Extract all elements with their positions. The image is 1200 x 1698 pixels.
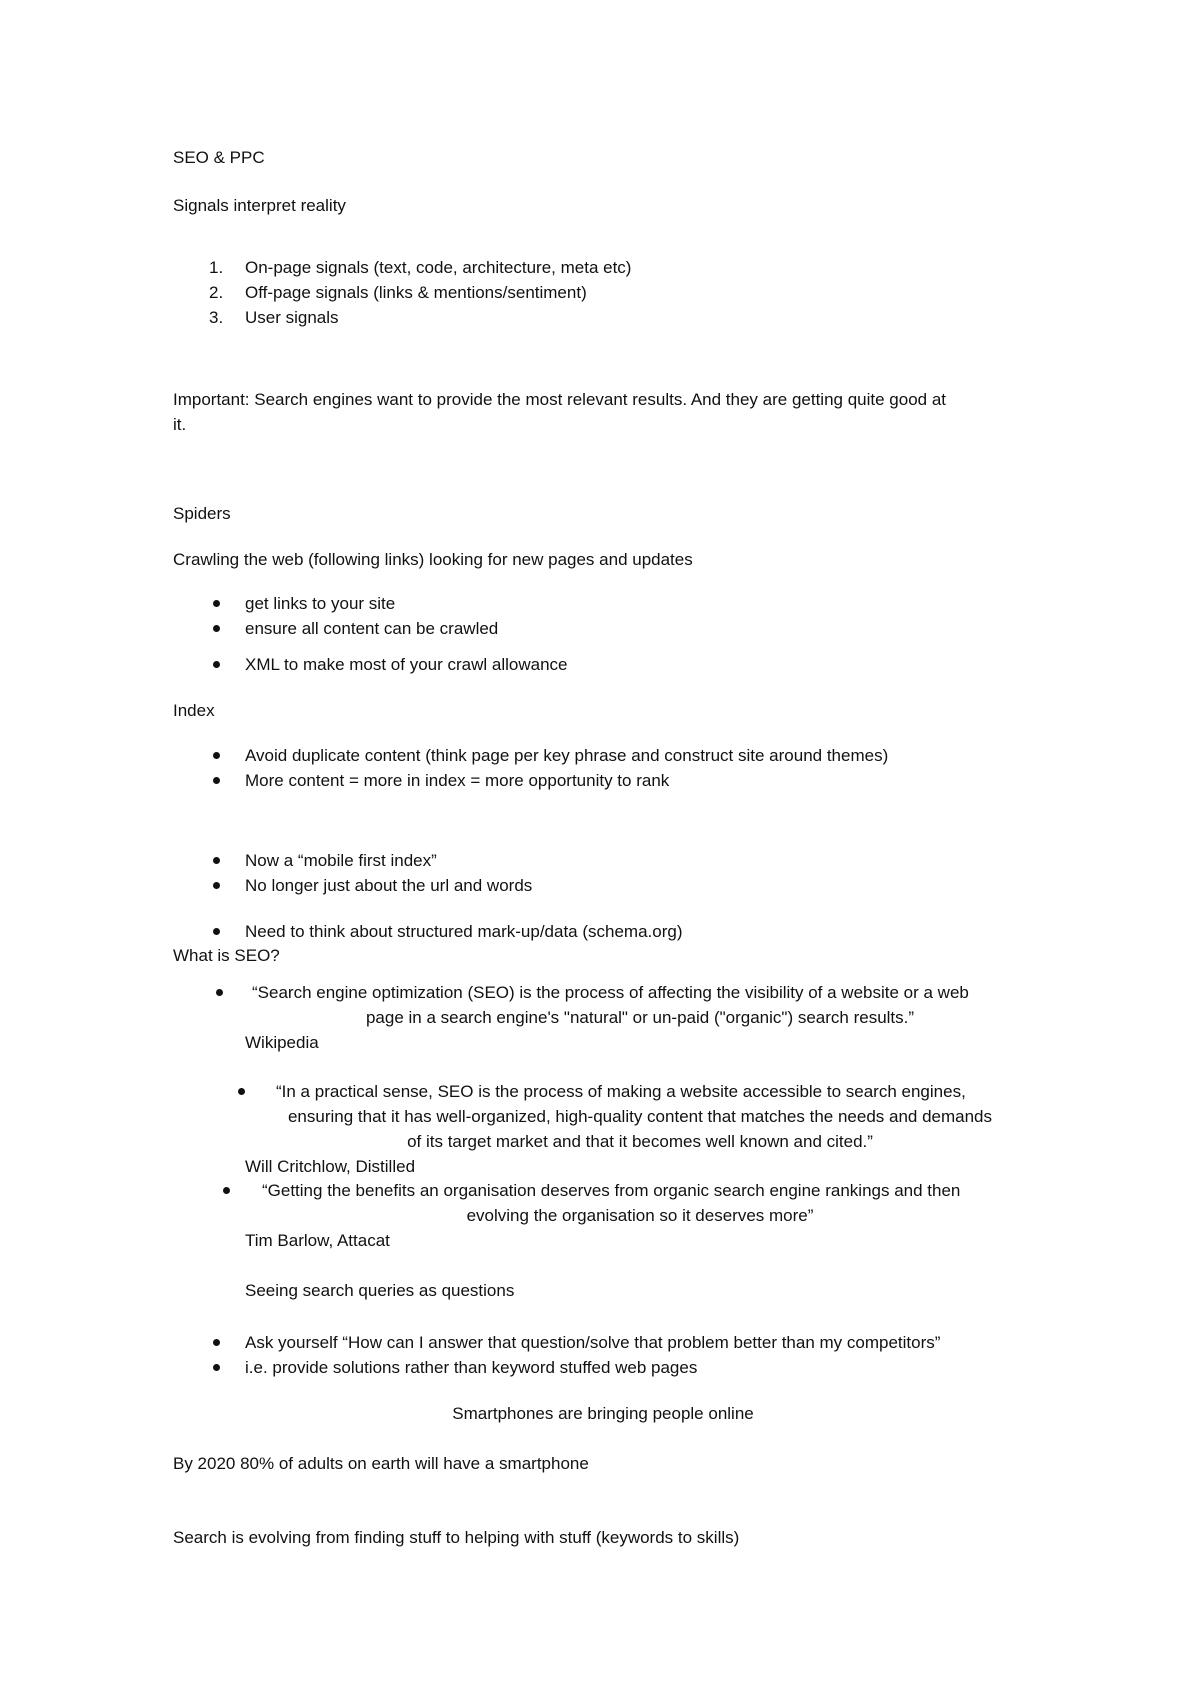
quote-line: ensuring that it has well-organized, high-quality content that matches the needs and demands — [287, 1107, 993, 1126]
bullet-icon — [238, 1088, 245, 1095]
bullet-icon — [213, 1339, 220, 1346]
queries-heading: Seeing search queries as questions — [245, 1281, 515, 1300]
quote-line: page in a search engine's "natural" or un-paid ("organic") search results.” — [365, 1008, 915, 1027]
quote-source: Wikipedia — [245, 1033, 319, 1052]
bullet-icon — [213, 625, 220, 632]
list-item: Off-page signals (links & mentions/sentiment) — [245, 283, 587, 302]
list-number: 3. — [209, 308, 224, 327]
document-title: SEO & PPC — [173, 148, 265, 167]
bullet-icon — [213, 661, 220, 668]
list-item: XML to make most of your crawl allowance — [245, 655, 568, 674]
quote-source: Will Critchlow, Distilled — [245, 1157, 416, 1176]
what-is-seo-heading: What is SEO? — [173, 946, 280, 965]
index-heading: Index — [173, 701, 215, 720]
spiders-heading: Spiders — [173, 504, 231, 523]
bullet-icon — [216, 989, 223, 996]
list-number: 2. — [209, 283, 224, 302]
quote-line: “Search engine optimization (SEO) is the process of affecting the visibility of a website or a web — [252, 983, 969, 1002]
list-item: get links to your site — [245, 594, 396, 613]
statement: Search is evolving from finding stuff to helping with stuff (keywords to skills) — [173, 1528, 740, 1547]
important-line-2: it. — [173, 415, 187, 434]
list-number: 1. — [209, 258, 224, 277]
quote-line: “In a practical sense, SEO is the process of making a website accessible to search engines, — [276, 1082, 966, 1101]
smartphones-heading: Smartphones are bringing people online — [452, 1404, 754, 1423]
list-item: Ask yourself “How can I answer that question/solve that problem better than my competitors” — [245, 1333, 941, 1352]
statement: By 2020 80% of adults on earth will have a smartphone — [173, 1454, 589, 1473]
bullet-icon — [213, 777, 220, 784]
bullet-icon — [213, 600, 220, 607]
list-item: Need to think about structured mark-up/data (schema.org) — [245, 922, 683, 941]
bullet-icon — [213, 752, 220, 759]
list-item: Avoid duplicate content (think page per key phrase and construct site around themes) — [245, 746, 889, 765]
quote-source: Tim Barlow, Attacat — [245, 1231, 390, 1250]
list-item: i.e. provide solutions rather than keyword stuffed web pages — [245, 1358, 698, 1377]
list-item: ensure all content can be crawled — [245, 619, 499, 638]
quote-line: of its target market and that it becomes well known and cited.” — [407, 1132, 873, 1151]
list-item: No longer just about the url and words — [245, 876, 533, 895]
spiders-subheading: Crawling the web (following links) looking for new pages and updates — [173, 550, 693, 569]
list-item: More content = more in index = more opportunity to rank — [245, 771, 670, 790]
quote-line: evolving the organisation so it deserves more” — [466, 1206, 814, 1225]
important-line-1: Important: Search engines want to provide the most relevant results. And they are getting quite good at — [173, 390, 947, 409]
list-item: User signals — [245, 308, 339, 327]
bullet-icon — [213, 882, 220, 889]
list-item: Now a “mobile first index” — [245, 851, 437, 870]
bullet-icon — [213, 857, 220, 864]
bullet-icon — [213, 928, 220, 935]
bullet-icon — [223, 1187, 230, 1194]
signals-heading: Signals interpret reality — [173, 196, 346, 215]
bullet-icon — [213, 1364, 220, 1371]
quote-line: “Getting the benefits an organisation deserves from organic search engine rankings and then — [262, 1181, 961, 1200]
list-item: On-page signals (text, code, architecture, meta etc) — [245, 258, 632, 277]
